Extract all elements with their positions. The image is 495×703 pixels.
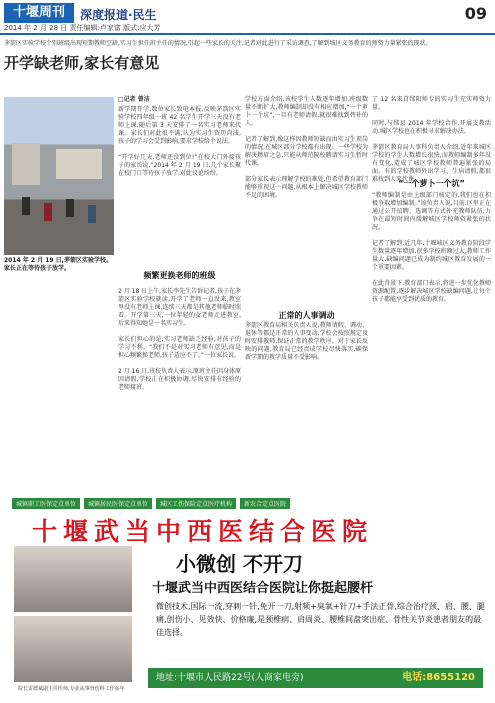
- header-rule: [0, 33, 495, 35]
- news-photo: [4, 97, 114, 255]
- ad-tab: 城镇职工医保定点单位: [12, 498, 80, 509]
- byline: □记者 曾洁: [118, 96, 150, 103]
- column-3-text: 了 12 名来自郧阳师专的实习生充实师资力量。 同时,与郧县 2014 年学校合作,开展支教活动,城区学校也在积极寻求解决办法。 茅箭区教育局人事科负责人介绍,近年来城区学校的学生人数增长很快,而教师编制多年没有变化,造成了城区学校教师普遍紧张的局面。有的学校教师外出学习、生病请假,都很难找到人来代课。 “教师编制是由上级部门核定的,我们也在积极争取增加编制。”该负责人说,目前,区里正在通过公开招聘、选调等方式补充教师队伍,力争在最短时间内缓解城区学校师资紧张的状况。 记者了解到,近几年,十堰城区义务教育阶段学生数量逐年增加,很多学校班额过大,教师工作量大,缺编问题已成为制约城区教育发展的一个重要因素。 在此背景下,教育部门表示,将进一步优化教师资源配置,逐步解决城区学校缺编问题,让每个孩子都能享受到优质的教育。: [372, 96, 491, 303]
- dateline: 2014 年 2 月 28 日 责任编辑:卢家富 版式:应大芳: [4, 24, 161, 32]
- ad-slogan-sub: 十堰武当中西医结合医院让你挺起腰杆: [152, 581, 374, 596]
- subtitle-2: 正常的人事调动: [278, 311, 335, 320]
- page-number: 09: [464, 4, 487, 23]
- ad-insurance-tabs: [12, 498, 290, 509]
- page-header: [0, 0, 495, 34]
- ad-title: 十堰武当中西医结合医院: [32, 517, 374, 546]
- ad-tab: 城区工伤保险定点医疗机构: [156, 498, 236, 509]
- subtitle-3: “一个萝卜一个坑”: [398, 179, 465, 188]
- ad-tab: 新农合定点医院: [240, 498, 290, 509]
- masthead: 十堰周刊: [4, 3, 74, 23]
- column-1b-text: 2 月 18 日上午,家长李先生告诉记者,孩子在茅箭区实验学校就读,开学了老师一直没来,教室里没有老师上课,连续三天都是其他老师临时照看。开学第三天,一位年轻的女老师走进教室,后来得知她是一名实习生。 家长们担心的是,实习老师缺乏经验,对孩子的学习不利。“我们不是对实习老师有意见,而是担心频繁换老师,孩子适应不了。”一位家长说。 2 月 16 日,该校负责人表示,原班主任因身体原因请假,学校正在积极协调,尽快安排有经验的老师接班。: [118, 288, 241, 391]
- lead-paragraph: 茅箭区实验学校个别班级出现短期教师空缺,实习生担任班主任的情况,引起一些家长的关注,记者对此进行了采访调查,了解到城区义务教育的师资力量紧张的现状。: [4, 40, 432, 47]
- ad-phone: 电话:8655120: [402, 672, 475, 683]
- column-1-text: 新学期开学,数位家长致电本报,反映茅箭区实验学校四年级一班 42 名学生开学三天没有老师上课,随后第 3 天安排了一名实习老师来代课。家长们对此很不满,认为实习生资历尚浅,孩子的学习会受到影响,要求学校给个说法。 “开学好几天,老师还没到位!”在校大门外接孩子的家长说,“2014 年 2 月 19 日,几个家长聚在校门口等待孩子放学,对此议论纷纷。: [118, 106, 241, 177]
- ad-photo-doctor: [14, 616, 132, 682]
- ad-slogan-main: 小微创 不开刀: [176, 552, 303, 576]
- column-2-text: 学校方面介绍,该校学生人数逐年增加,班级数量不断扩大,教师编制却没有相应增加,“一个萝卜一个坑”,一旦有老师请假,就很难找到替补的人。 记者了解到,像这样因教师短缺而由实习生顶岗的情况,在城区部分学校都有出现。一些学校为解决燃眉之急,只能从师范院校聘请实习生暂时代课。 部分家长表示理解学校的难处,但希望教育部门能够重视这一问题,从根本上解决城区学校教师不足的困境。: [245, 96, 368, 199]
- column-2b-text: 茅箭区教育局相关负责人说,教师请假、调动、退休等都是正常的人事变动,学校会按照规定及时安排教师,保证正常的教学秩序。对于家长反映的问题,教育局已经责成学校尽快落实,确保新学期的教学质量不受影响。: [245, 322, 368, 361]
- ad-contact-bar: [148, 668, 483, 688]
- photo-caption: 2014 年 2 月 19 日,茅箭区实验学校。家长正在等待孩子放学。: [4, 257, 112, 272]
- subtitle-1: 频繁更换老师的班级: [143, 271, 216, 280]
- ad-photo-caption: 院长雷德斌副主任医师,专业从事骨伤科工作多年: [18, 686, 125, 692]
- ad-photo-surgery: [14, 546, 132, 612]
- ad-tab: 城镇居民医保定点单位: [84, 498, 152, 509]
- ad-address: 地址:十堰市人民路22号(人商家电旁): [156, 673, 304, 683]
- article-column-2: [245, 96, 368, 200]
- article-headline: 开学缺老师,家长有意见: [4, 54, 160, 72]
- section-title: 深度报道·民生: [80, 8, 157, 22]
- ad-body-text: 微创技术,国际一流,穿刺一针,免开一刀,射频+臭氧+针刀+手法正骨,综合治疗颈、肩、腰、腿痛,创伤小、见效快、价格廉,是颈椎病、肩周炎、腰椎间盘突出症、骨性关节炎患者朋友的最佳选择。: [156, 602, 485, 637]
- article-column-1: [118, 96, 241, 178]
